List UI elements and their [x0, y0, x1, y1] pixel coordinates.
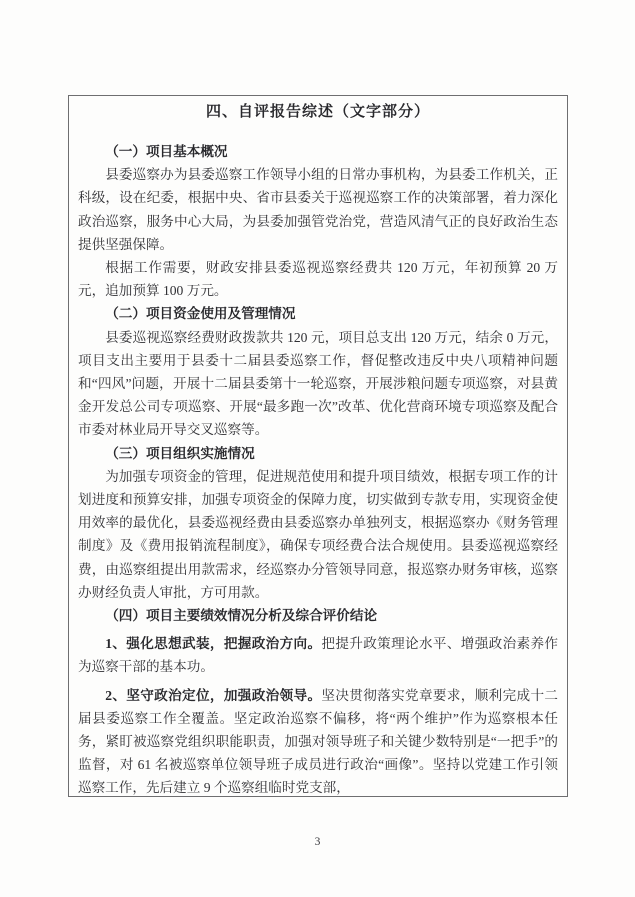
section-heading-performance-analysis: （四）项目主要绩效情况分析及综合评价结论 — [105, 608, 378, 624]
item-text: 把提升政策理论水平、增强政治素养作为巡察干部的基本功。 — [78, 636, 559, 675]
item-text: 坚决贯彻落实党章要求，顺利完成十二届县委巡察工作全覆盖。坚定政治巡察不偏移，将“两个维护”作为巡察根本任务，紧盯被巡察党组织职能职责，加强对领导班子和关键少数特别是“一把手”的监督，对 61 名被巡察单位领导班子成员进行政治“画像”。坚持以党建工作引领巡察工作，先后建立 9 个巡察组临时党支部， — [78, 687, 559, 796]
paragraph — [78, 632, 558, 678]
paragraph — [78, 684, 558, 797]
paragraph: 县委巡察办为县委巡察工作领导小组的日常办事机构，为县委工作机关，正科级，设在纪委，根据中央、省市县委关于巡视巡察工作的决策部署，着力深化政治巡察，服务中心大局，为县委加强管党治党，营造风清气正的良好政治生态提供坚强保障。 — [78, 167, 558, 252]
item-lead: 1、强化思想武装，把握政治方向。 — [105, 636, 322, 652]
section-heading-basic-overview: （一）项目基本概况 — [105, 144, 228, 159]
paragraph: 根据工作需要，财政安排县委巡视巡察经费共 120 万元，年初预算 20 万元，追加预算 100 万元。 — [78, 260, 558, 299]
page-number: 3 — [314, 836, 321, 848]
page-title: 四、自评报告综述（文字部分） — [205, 104, 430, 120]
section-heading-implementation: （三）项目组织实施情况 — [105, 445, 255, 461]
paragraph: 县委巡视巡察经费财政拨款共 120 元，项目总支出 120 万元，结余 0 万元，项目支出主要用于县委十二届县委巡察工作，督促整改违反中央八项精神问题和“四风”问题，开展十二届县委第十一轮巡察，开展涉粮问题专项巡察，对县黄金开发总公司专项巡察、开展“最多跑一次”改革、优化营商环境专项巡察及配合市委对林业局开导交叉巡察等。 — [78, 329, 558, 438]
paragraph: 为加强专项资金的管理，促进规范使用和提升项目绩效，根据专项工作的计划进度和预算安排，加强专项资金的保障力度，切实做到专款专用，实现资金使用效率的最优化，县委巡视经费由县委巡察办单独列支，根据巡察办《财务管理制度》及《费用报销流程制度》，确保专项经费合法合规使用。县委巡视巡察经费，由巡察组提出用款需求，经巡察办分管领导同意，报巡察办财务审核，巡察办财经负责人审批，方可用款。 — [78, 468, 558, 600]
item-lead: 2、坚守政治定位，加强政治领导。 — [105, 687, 322, 703]
report-frame — [68, 95, 568, 797]
section-heading-fund-usage: （二）项目资金使用及管理情况 — [105, 306, 296, 322]
